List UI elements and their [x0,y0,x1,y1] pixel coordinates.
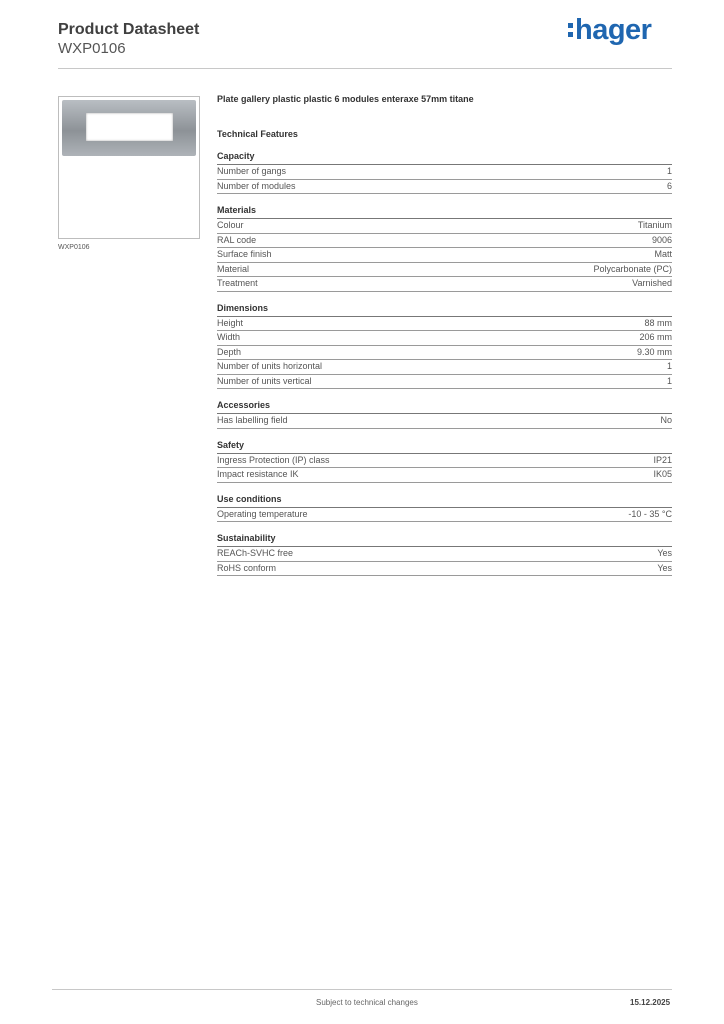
section-heading: Dimensions [217,303,672,317]
spec-label: Number of modules [217,180,296,191]
spec-row [217,165,672,180]
spec-value: 6 [666,180,672,191]
spec-row [217,562,672,577]
footer-note: Subject to technical changes [316,998,418,1007]
product-title: Plate gallery plastic plastic 6 modules enteraxe 57mm titane [217,94,474,104]
spec-label: Number of units vertical [217,375,312,386]
spec-value: Yes [657,548,672,558]
spec-value: 1 [666,375,672,386]
spec-value: 88 mm [644,317,672,328]
spec-value: Varnished [632,278,672,288]
spec-label: REACh-SVHC free [217,548,294,558]
spec-value: 9.30 mm [636,346,672,357]
spec-row [217,360,672,375]
logo-text: hager [575,14,652,46]
spec-label: Colour [217,220,244,230]
technical-heading: Technical Features [217,129,298,139]
logo-dots-icon [568,23,573,41]
spec-row [217,234,672,249]
spec-row [217,277,672,292]
spec-label: Surface finish [217,249,272,259]
spec-row [217,346,672,361]
spec-label: Operating temperature [217,508,308,519]
spec-label: Has labelling field [217,415,288,425]
spec-value: Titanium [637,220,672,230]
section-heading: Accessories [217,400,672,414]
spec-label: RAL code [217,234,257,245]
section-heading: Safety [217,440,672,454]
spec-row [217,331,672,346]
spec-label: Material [217,263,250,274]
spec-label: Depth [217,346,242,357]
spec-row [217,263,672,278]
spec-value: IP21 [653,454,672,465]
spec-value: IK05 [653,469,672,479]
spec-label: Ingress Protection (IP) class [217,454,330,465]
spec-value: 206 mm [639,332,672,342]
spec-value: -10 - 35 °C [628,508,672,519]
footer-date: 15.12.2025 [630,998,671,1007]
spec-label: RoHS conform [217,562,277,573]
spec-row [217,508,672,523]
spec-value: Matt [654,249,672,259]
spec-label: Width [217,332,241,342]
spec-row [217,248,672,263]
section-heading: Use conditions [217,494,672,508]
spec-row [217,454,672,469]
spec-row [217,375,672,390]
page-title: Product Datasheet [58,21,200,38]
spec-label: Impact resistance IK [217,469,299,479]
product-image [58,96,200,239]
section-heading: Materials [217,205,672,219]
spec-row [217,414,672,429]
spec-label: Number of gangs [217,166,287,176]
spec-row [217,547,672,562]
image-caption: WXP0106 [58,244,90,251]
plate-illustration [62,100,196,156]
spec-value: No [660,415,672,425]
spec-value: 1 [666,166,672,176]
spec-value: Polycarbonate (PC) [593,263,672,274]
product-reference: WXP0106 [58,40,126,57]
footer-divider [52,989,672,990]
section-heading: Capacity [217,151,672,165]
spec-row [217,219,672,234]
spec-value: 1 [666,361,672,371]
spec-label: Height [217,317,244,328]
spec-sections [217,151,672,576]
spec-content [217,94,672,576]
spec-value: 9006 [651,234,672,245]
spec-label: Treatment [217,278,258,288]
spec-row [217,180,672,195]
hager-logo[interactable] [568,14,651,47]
spec-row [217,317,672,332]
header-divider [58,68,672,69]
spec-row [217,468,672,483]
spec-label: Number of units horizontal [217,361,323,371]
section-heading: Sustainability [217,533,672,547]
spec-value: Yes [657,562,672,573]
